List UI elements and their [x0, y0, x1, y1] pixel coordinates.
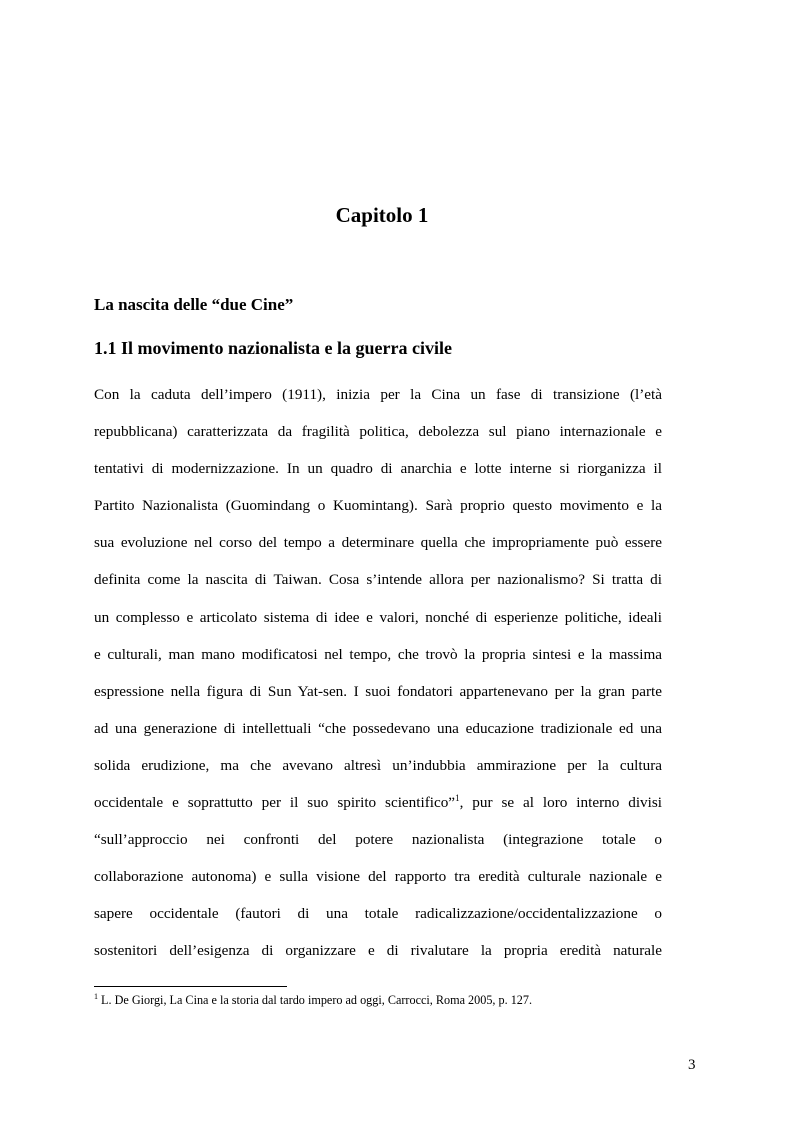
body-line: sapere occidentale (fautori di una totale radicalizzazione/occidentalizzazione o [94, 905, 662, 923]
footnote-separator [94, 986, 287, 987]
body-line: tentativi di modernizzazione. In un quadro di anarchia e lotte interne si riorganizza il [94, 460, 662, 478]
body-line: espressione nella figura di Sun Yat-sen. I suoi fondatori appartenevano per la gran parte [94, 682, 662, 700]
body-line: Con la caduta dell’impero (1911), inizia per la Cina un fase di transizione (l’età [94, 386, 662, 403]
body-line: “sull’approccio nei confronti del potere nazionalista (integrazione totale o [94, 831, 662, 849]
chapter-title: Capitolo 1 [335, 203, 429, 227]
section-heading: La nascita delle “due Cine” [94, 295, 294, 314]
footnote [94, 992, 532, 1008]
body-line: solida erudizione, ma che avevano altresì un’indubbia ammirazione per la cultura [94, 756, 662, 774]
subsection-heading: 1.1 Il movimento nazionalista e la guerra civile [94, 338, 452, 358]
body-line: sua evoluzione nel corso del tempo a determinare quella che impropriamente può essere [94, 534, 662, 552]
body-line: ad una generazione di intellettuali “che possedevano una educazione tradizionale ed una [94, 719, 662, 737]
body-line-text: occidentale e soprattutto per il suo spirito scientifico” [94, 794, 456, 812]
footnote-number: 1 [94, 991, 98, 1001]
body-line: un complesso e articolato sistema di idee e valori, nonché di esperienze politiche, ideali [94, 608, 662, 626]
body-line-text: , pur se al loro interno divisi [459, 794, 662, 812]
body-line: repubblicana) caratterizzata da fragilità politica, debolezza sul piano internazionale e [94, 423, 662, 441]
body-line: e culturali, man mano modificatosi nel tempo, che trovò la propria sintesi e la massima [94, 645, 662, 663]
body-line-with-footnote-ref [94, 784, 662, 821]
body-line: definita come la nascita di Taiwan. Cosa s’intende allora per nazionalismo? Si tratta di [94, 571, 662, 589]
footnote-reference[interactable]: 1 [455, 792, 460, 803]
body-line: Partito Nazionalista (Guomindang o Kuomintang). Sarà proprio questo movimento e la [94, 497, 662, 515]
footnote-text: L. De Giorgi, La Cina e la storia dal tardo impero ad oggi, Carrocci, Roma 2005, p. 127. [98, 993, 533, 1007]
page-number: 3 [688, 1057, 696, 1073]
body-line: sostenitori dell’esigenza di organizzare e di rivalutare la propria eredità naturale [94, 942, 662, 960]
body-paragraph [94, 376, 662, 970]
body-line: collaborazione autonoma) e sulla visione del rapporto tra eredità culturale nazionale e [94, 868, 662, 886]
